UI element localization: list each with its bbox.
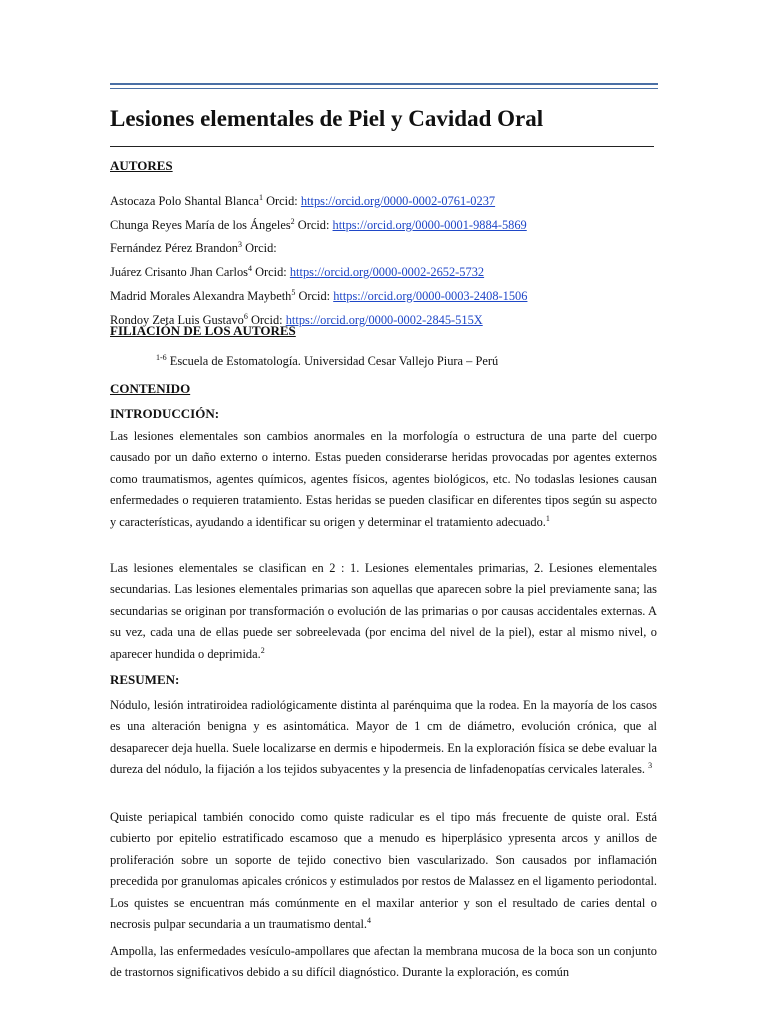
author-affiliation-number: 2 (290, 216, 295, 226)
orcid-link[interactable]: https://orcid.org/0000-0002-2845-515X (285, 312, 483, 327)
author-line (110, 212, 527, 236)
author-line (110, 188, 527, 212)
paragraph-text: Ampolla, las enfermedades vesículo-ampollares que afectan la membrana mucosa de la boca son un conjunto de trastornos significativos debido a su difícil diagnóstico. Durante la exploración, es común (110, 944, 657, 980)
top-double-rule (110, 83, 658, 89)
citation-ref: 2 (260, 645, 265, 655)
paragraph-text: Las lesiones elementales se clasifican en 2 : 1. Lesiones elementales primarias, 2. Lesiones elementales secundarias. Las lesiones elementales primarias son aquellas que aparecen sobre la piel previamente sana; las secundarias se originan por transformación o evolución de las primarias o por causas accidentales externas. A su vez, cada una de ellas puede ser sobreelevada (por encima del nivel de la piel), estar al mismo nivel, o aparecer hundida o deprimida. (110, 561, 657, 661)
author-line (110, 259, 527, 283)
author-name: Juárez Crisanto Jhan Carlos (110, 265, 248, 280)
authors-heading: AUTORES (110, 158, 173, 173)
author-affiliation-number: 1 (259, 193, 263, 202)
title-underline-rule (110, 146, 654, 147)
orcid-label: Orcid: (295, 289, 334, 303)
author-name: Madrid Morales Alexandra Maybeth (110, 289, 292, 303)
introduction-paragraph-1 (110, 426, 657, 533)
introduction-heading: INTRODUCCIÓN: (110, 406, 220, 421)
orcid-label: Orcid: (263, 194, 301, 209)
orcid-label: Orcid: (247, 312, 286, 327)
orcid-link[interactable]: https://orcid.org/0000-0001-9884-5869 (332, 217, 527, 232)
summary-paragraph-3 (110, 941, 657, 984)
affiliation-institution: Escuela de Estomatología. Universidad Cesar Vallejo Piura – Perú (166, 354, 499, 369)
author-list (110, 188, 527, 330)
paragraph-text: Las lesiones elementales son cambios anormales en la morfología o estructura de una parte del cuerpo causado por un daño externo o interno. Estas pueden considerarse heridas provocadas por agentes externos como traumatismos, agentes químicos, agentes físicos, agentes biológicos, etc. No todaslas lesiones causan enfermedades o requieren tratamiento. Estas heridas se pueden clasificar en diferentes tipos según su aspecto y características, ayudando a identificar su origen y determinar el tratamiento adecuado. (110, 429, 657, 529)
content-heading: CONTENIDO (110, 381, 191, 396)
summary-paragraph-1 (110, 695, 657, 781)
paper-title: Lesiones elementales de Piel y Cavidad Oral (110, 106, 544, 131)
orcid-label: Orcid: (252, 265, 290, 280)
affiliation-text (156, 353, 498, 369)
author-affiliation-number: 4 (248, 264, 252, 274)
summary-heading: RESUMEN: (110, 672, 180, 687)
orcid-link[interactable]: https://orcid.org/0000-0002-0761-0237 (300, 194, 496, 209)
author-affiliation-number: 6 (243, 311, 248, 321)
affiliation-range: 1-6 (156, 353, 167, 362)
author-line (110, 235, 527, 259)
orcid-label: Orcid: (294, 217, 333, 232)
citation-ref: 3 (648, 761, 653, 771)
author-name: Fernández Pérez Brandon (110, 241, 238, 256)
paragraph-text: Nódulo, lesión intratiroidea radiológicamente distinta al parénquima que la rodea. En la mayoría de los casos es una alteración benigna y es asintomática. Mayor de 1 cm de diámetro, evolución crónica, que al desaparecer deja huella. Suele localizarse en dermis e hipodermeis. En la exploración física se debe evaluar la dureza del nódulo, la fijación a los tejidos subyacentes y la presencia de linfadenopatías cervicales laterales. (110, 698, 657, 777)
author-name: Rondoy Zeta Luis Gustavo (110, 312, 244, 327)
author-line (110, 283, 527, 307)
author-affiliation-number: 3 (237, 240, 242, 250)
citation-ref: 4 (367, 915, 372, 925)
affiliation-heading: FILIACIÓN DE LOS AUTORES (110, 323, 296, 338)
paragraph-text: Quiste periapical también conocido como quiste radicular es el tipo más frecuente de quiste oral. Está cubierto por epitelio estratificado escamoso que a menudo es hiperplásico ypresenta arcos y anillos de proliferación sobre un soporte de tejido conectivo bien vascularizado. Son causados por inflamación precedida por granulomas apicales crónicos y estimulados por restos de Malassez en el ligamento periodontal. Los quistes se encuentran más comúnmente en el maxilar anterior y son el resultado de caries dental o necrosis pulpar secundaria a un traumatismo dental. (110, 810, 657, 932)
author-name: Astocaza Polo Shantal Blanca (110, 194, 259, 209)
orcid-link[interactable]: https://orcid.org/0000-0002-2652-5732 (289, 265, 485, 280)
author-name: Chunga Reyes María de los Ángeles (110, 217, 291, 232)
orcid-link[interactable]: https://orcid.org/0000-0003-2408-1506 (333, 289, 528, 303)
citation-ref: 1 (545, 513, 550, 523)
introduction-paragraph-2 (110, 558, 657, 665)
orcid-label: Orcid: (241, 241, 277, 256)
summary-paragraph-2 (110, 807, 657, 935)
author-affiliation-number: 5 (291, 287, 296, 297)
